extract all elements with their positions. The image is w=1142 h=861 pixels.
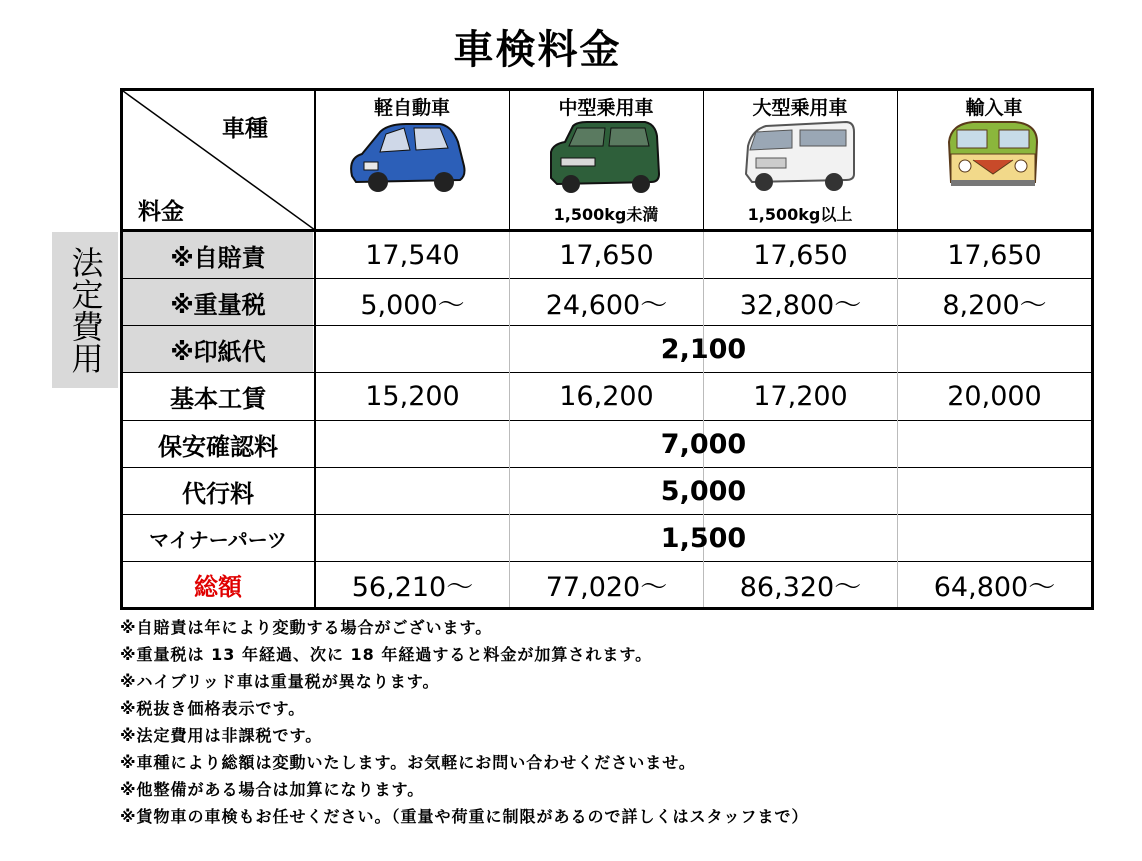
row-label-weight-tax: ※重量税 <box>123 279 313 325</box>
column-mid-car: 中型乗用車 <box>558 97 654 119</box>
column-divider <box>703 91 704 230</box>
table-cell: 17,540 <box>365 239 460 271</box>
row-label-total: 総額 <box>123 562 313 607</box>
corner-vehicle-type-label: 車種 <box>222 116 268 142</box>
table-cell: 17,650 <box>753 239 848 271</box>
table-cell: 24,600～ <box>545 289 668 321</box>
table-cell-total: 86,320～ <box>739 572 862 603</box>
column-import-car: 輸入車 <box>965 97 1023 119</box>
row-label-basic-labor: 基本工賃 <box>123 373 313 420</box>
column-large-car: 大型乗用車 <box>752 97 848 119</box>
vintage-bus-icon <box>943 118 1043 194</box>
table-cell: 32,800～ <box>739 289 862 321</box>
table-cell-total: 64,800～ <box>933 572 1056 603</box>
footnote: ※法定費用は非課税です。 <box>120 726 323 745</box>
row-label-compulsory-insurance: ※自賠責 <box>123 232 313 278</box>
row-label-agency-fee: 代行料 <box>123 468 313 514</box>
table-cell: 8,200～ <box>942 289 1047 321</box>
table-cell: 17,650 <box>947 239 1042 271</box>
row-label-minor-parts: マイナーパーツ <box>123 515 313 561</box>
table-cell-total: 77,020～ <box>545 572 668 603</box>
footnote: ※車種により総額は変動いたします。お気軽にお問い合わせくださいませ。 <box>120 753 696 772</box>
footnote: ※他整備がある場合は加算になります。 <box>120 780 425 799</box>
column-large-car-weight: 1,500kg以上 <box>747 205 853 224</box>
table-cell: 20,000 <box>947 381 1042 412</box>
blue-kei-car-icon <box>344 118 469 194</box>
legal-fees-side-label: 法定費用 <box>52 232 118 388</box>
table-cell: 15,200 <box>365 381 460 412</box>
column-divider <box>897 91 898 230</box>
table-cell: 5,000～ <box>360 289 465 321</box>
column-kei-car: 軽自動車 <box>373 97 450 119</box>
column-divider <box>509 91 510 230</box>
table-cell-span: 7,000 <box>660 428 747 460</box>
table-cell-span: 2,100 <box>660 333 747 365</box>
row-label-stamp-fee: ※印紙代 <box>123 326 313 372</box>
footnote: ※ハイブリッド車は重量税が異なります。 <box>120 672 440 691</box>
table-cell: 16,200 <box>559 381 654 412</box>
footnote: ※税抜き価格表示です。 <box>120 699 306 718</box>
table-cell-total: 56,210～ <box>351 572 474 603</box>
column-mid-car-weight: 1,500kg未満 <box>553 205 659 224</box>
corner-fee-label: 料金 <box>138 199 184 225</box>
footnote: ※貨物車の車検もお任せください。（重量や荷重に制限があるので詳しくはスタッフまで） <box>120 807 809 826</box>
table-cell-span: 1,500 <box>660 522 747 554</box>
page-title: 車検料金 <box>453 27 622 73</box>
green-compact-car-icon <box>545 118 663 194</box>
footnotes <box>120 614 809 830</box>
table-cell: 17,200 <box>753 381 848 412</box>
footnote: ※自賠責は年により変動する場合がございます。 <box>120 618 493 637</box>
footnote: ※重量税は 13 年経過、次に 18 年経過すると料金が加算されます。 <box>120 645 653 664</box>
table-cell: 17,650 <box>559 239 654 271</box>
white-van-icon <box>742 118 857 194</box>
row-label-safety-check: 保安確認料 <box>123 421 313 467</box>
table-cell-span: 5,000 <box>660 475 747 507</box>
